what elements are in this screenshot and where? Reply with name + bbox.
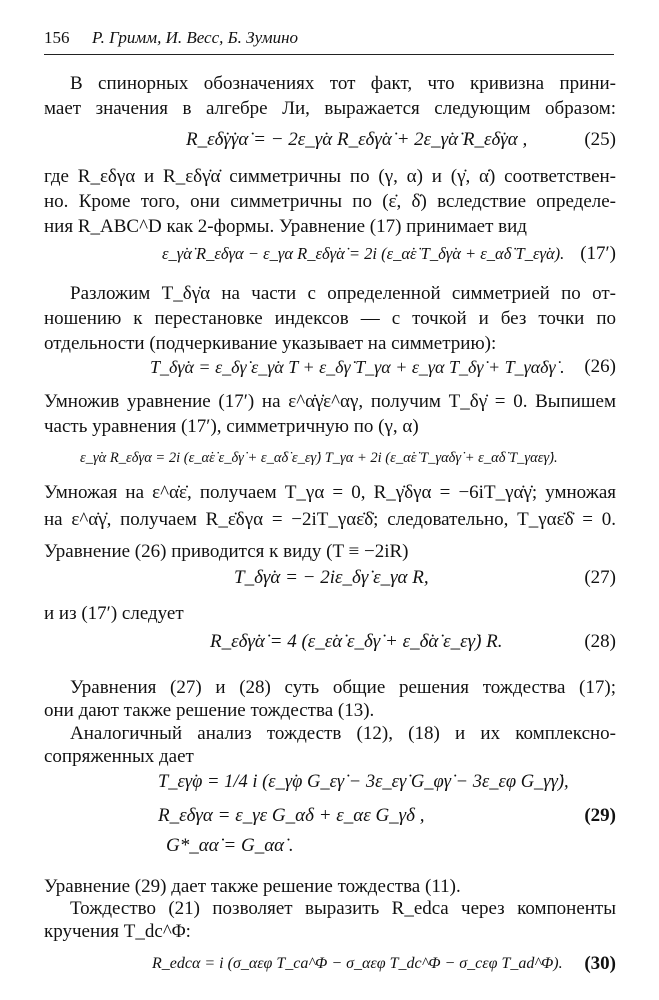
page-number: 156 [44, 28, 70, 47]
text-line: Умножив уравнение (17′) на ε^α̇γ̇ε^αγ, получим T_δγ̇ = 0. Выпишем [44, 391, 616, 412]
text-line: и из (17′) следует [44, 603, 184, 624]
equation-number-17-prime: (17′) [580, 243, 616, 264]
text-line: Аналогичный анализ тождеств (12), (18) и их комплексно- [70, 723, 616, 744]
equation-number-28: (28) [584, 631, 616, 652]
text-line: Уравнение (26) приводится к виду (T ≡ −2iR) [44, 541, 409, 562]
text-line: они дают также решение тождества (13). [44, 700, 375, 721]
equation-27: T_δγ̇α = − 2iε_δγ̇ ε_γα R, [234, 567, 429, 588]
equation-number-27: (27) [584, 567, 616, 588]
text-line: на ε^α̇γ̇, получаем R_ε̇δγα = −2iT_γαε̇δ̇; следовательно, T_γαε̇δ̇ = 0. [44, 509, 616, 530]
equation-26: T_δγ̇α = ε_δγ̇ ε_γ̇α T + ε_δγ̇ T_γα + ε_γα T_δγ̇ + T_γα̇δγ̇ . [150, 357, 565, 377]
text-line: но. Кроме того, они симметричны по (ε̇, δ̇) вследствие определе- [44, 191, 616, 212]
equation-29-line-3: G*_αα̇ = G_αα̇ . [166, 835, 294, 856]
text-line: ношению к перестановке индексов — с точкой и без точки по [44, 308, 616, 329]
running-header-authors: Р. Гримм, И. Весс, Б. Зумино [92, 28, 299, 47]
text-line: Умножая на ε^α̇ε̇, получаем T_γα = 0, R_γ̇δγα = −6iT_γα̇γ̇; умножая [44, 482, 616, 503]
equation-number-26: (26) [584, 356, 616, 377]
equation-28: R_εδγ̇α̇ = 4 (ε_ε̇α̇ ε_δγ̇ + ε_δ̇α̇ ε_εγ̇) R. [210, 631, 503, 652]
text-line: отдельности (подчеркивание указывает на симметрию): [44, 333, 497, 354]
equation-29-line-2: R_εδγα = ε_γε G_αδ + ε_αε G_γδ , [158, 805, 425, 826]
equation-17-prime: ε_γ̇α̇ R_εδγα − ε_γα R_εδγ̇α̇ = 2i (ε_α̇ε̇ T_δγ̇α + ε_α̇δ̇ T_εγ̇α). [162, 244, 565, 263]
text-line: Тождество (21) позволяет выразить R_edca через компоненты [70, 898, 616, 919]
equation-29-line-1: T_εγ̇φ = 1/4 i (ε_γ̇φ G_εγ̇ − 3ε_εγ̇ G_φγ̇ − 3ε_εφ G_γγ̇), [158, 772, 569, 792]
equation-number-25: (25) [584, 129, 616, 150]
equation-25: R_εδ̇γ̇γα̇ = − 2ε_γ̇α R_εδγ̇α̇ + 2ε_γ̇α̇ R_εδ̇γα , [186, 129, 528, 150]
text-line: Уравнения (27) и (28) суть общие решения тождества (17); [70, 677, 616, 698]
text-line: Разложим T_δγ̇α на части с определенной симметрией по от- [70, 283, 616, 304]
text-line: где R_εδγα и R_εδγ̇α̇ симметричны по (γ, α) и (γ̇, α̇) соответствен- [44, 166, 616, 187]
equation-symmetric-part: ε_γ̇α R_εδγα = 2i (ε_α̇ε̇ ε_δγ̇ + ε_α̇δ̇ ε_εγ̇) T_γα + 2i (ε_α̇ε̇ T_γα̇δγ̇ + ε_α̇δ̇ T_γαεγ̇). [80, 450, 558, 466]
equation-number-29: (29) [584, 805, 616, 826]
text-line: мает значения в алгебре Ли, выражается следующим образом: [44, 98, 616, 119]
running-header [44, 24, 614, 55]
equation-number-30: (30) [584, 953, 616, 974]
text-line: часть уравнения (17′), симметричную по (γ, α) [44, 416, 419, 437]
text-line: Уравнение (29) дает также решение тождества (11). [44, 876, 461, 897]
text-line: В спинорных обозначениях тот факт, что кривизна прини- [70, 73, 616, 94]
text-line: кручения T_dc^Φ: [44, 921, 191, 942]
text-line: ния R_ABC^D как 2-формы. Уравнение (17) принимает вид [44, 216, 527, 237]
text-line: сопряженных дает [44, 746, 194, 767]
equation-30: R_edcα = i (σ_αεφ T_ca^Φ − σ_αεφ T_dc^Φ − σ_cεφ T_ad^Φ). [152, 955, 563, 972]
